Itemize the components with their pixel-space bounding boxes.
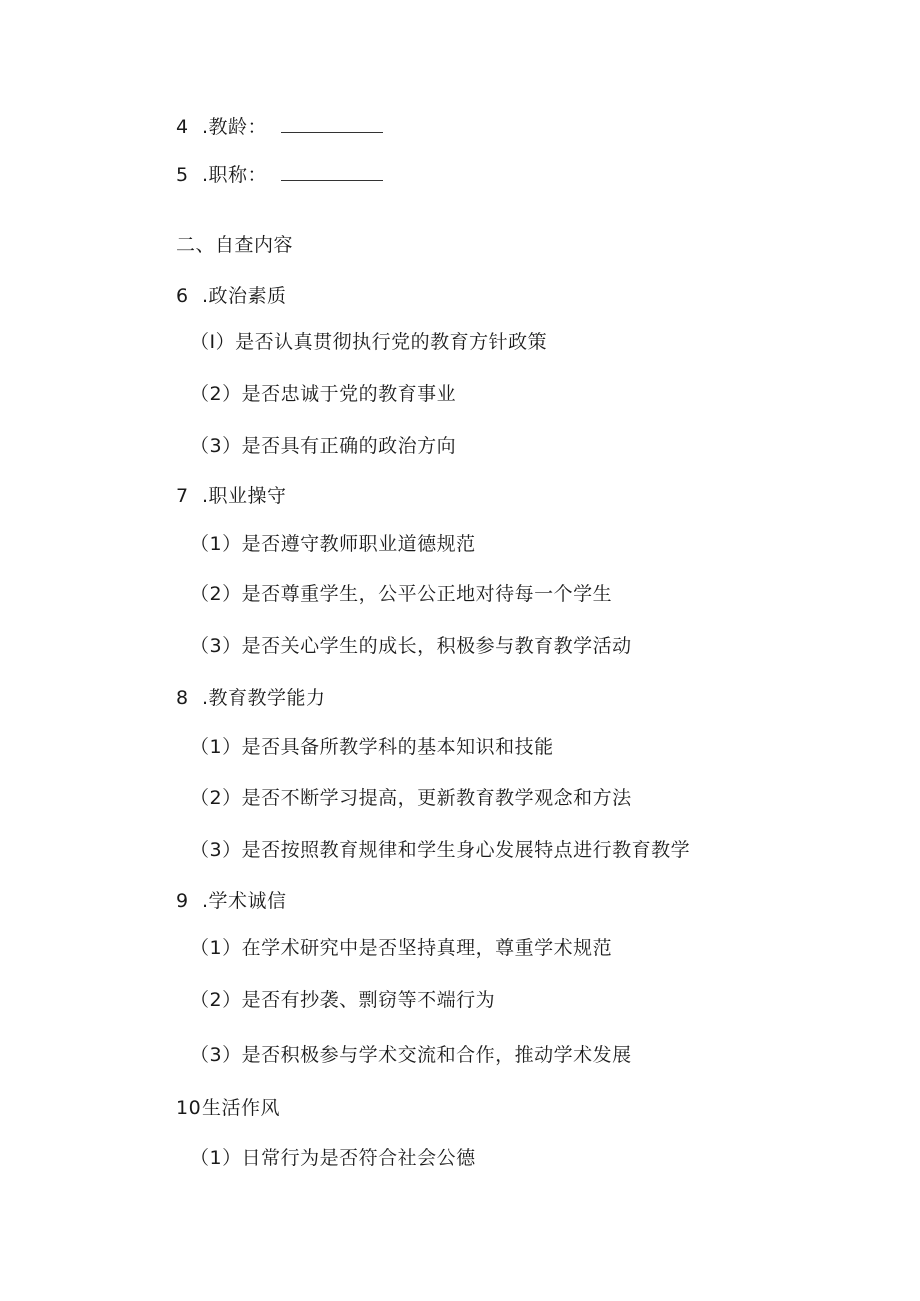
sub-item: （2）是否尊重学生，公平公正地对待每一个学生: [190, 583, 613, 605]
item-title: .教育教学能力: [202, 687, 326, 709]
sub-item: （1）是否遵守教师职业道德规范: [190, 533, 476, 555]
sub-item: （2）是否不断学习提高，更新教育教学观念和方法: [190, 787, 632, 809]
teaching-years-line: [176, 114, 383, 140]
item-number: 5: [176, 164, 189, 186]
item-heading: [176, 685, 326, 711]
item-title: .学术诚信: [202, 890, 287, 912]
title-line: [176, 162, 383, 188]
field-label: .职称：: [202, 164, 268, 186]
item-heading: [176, 483, 287, 509]
item-title: .政治素质: [202, 285, 287, 307]
teaching-years-blank[interactable]: [281, 114, 383, 133]
sub-item: （2）是否忠诚于党的教育事业: [190, 383, 457, 405]
sub-item: （3）是否积极参与学术交流和合作，推动学术发展: [190, 1044, 632, 1066]
sub-item: （1）在学术研究中是否坚持真理，尊重学术规范: [190, 937, 613, 959]
item-number: 8: [176, 687, 189, 709]
item-heading: [176, 1095, 280, 1121]
sub-item: （2）是否有抄袭、剽窃等不端行为: [190, 989, 496, 1011]
item-number: 4: [176, 116, 189, 138]
sub-item: （I）是否认真贯彻执行党的教育方针政策: [190, 331, 548, 353]
item-number: 10: [176, 1097, 202, 1119]
sub-item: （1）日常行为是否符合社会公德: [190, 1147, 476, 1169]
sub-item: （3）是否按照教育规律和学生身心发展特点进行教育教学: [190, 839, 691, 861]
sub-item: （3）是否关心学生的成长，积极参与教育教学活动: [190, 635, 632, 657]
sub-item: （1）是否具备所教学科的基本知识和技能: [190, 736, 554, 758]
professional-title-blank[interactable]: [281, 162, 383, 181]
item-heading: [176, 283, 287, 309]
item-title: .职业操守: [202, 485, 287, 507]
item-title: 生活作风: [202, 1097, 281, 1119]
sub-item: （3）是否具有正确的政治方向: [190, 435, 457, 457]
section-heading: 二、自查内容: [176, 234, 294, 256]
field-label: .教龄：: [202, 116, 268, 138]
item-number: 6: [176, 285, 189, 307]
item-heading: [176, 888, 287, 914]
item-number: 7: [176, 485, 189, 507]
item-number: 9: [176, 890, 189, 912]
